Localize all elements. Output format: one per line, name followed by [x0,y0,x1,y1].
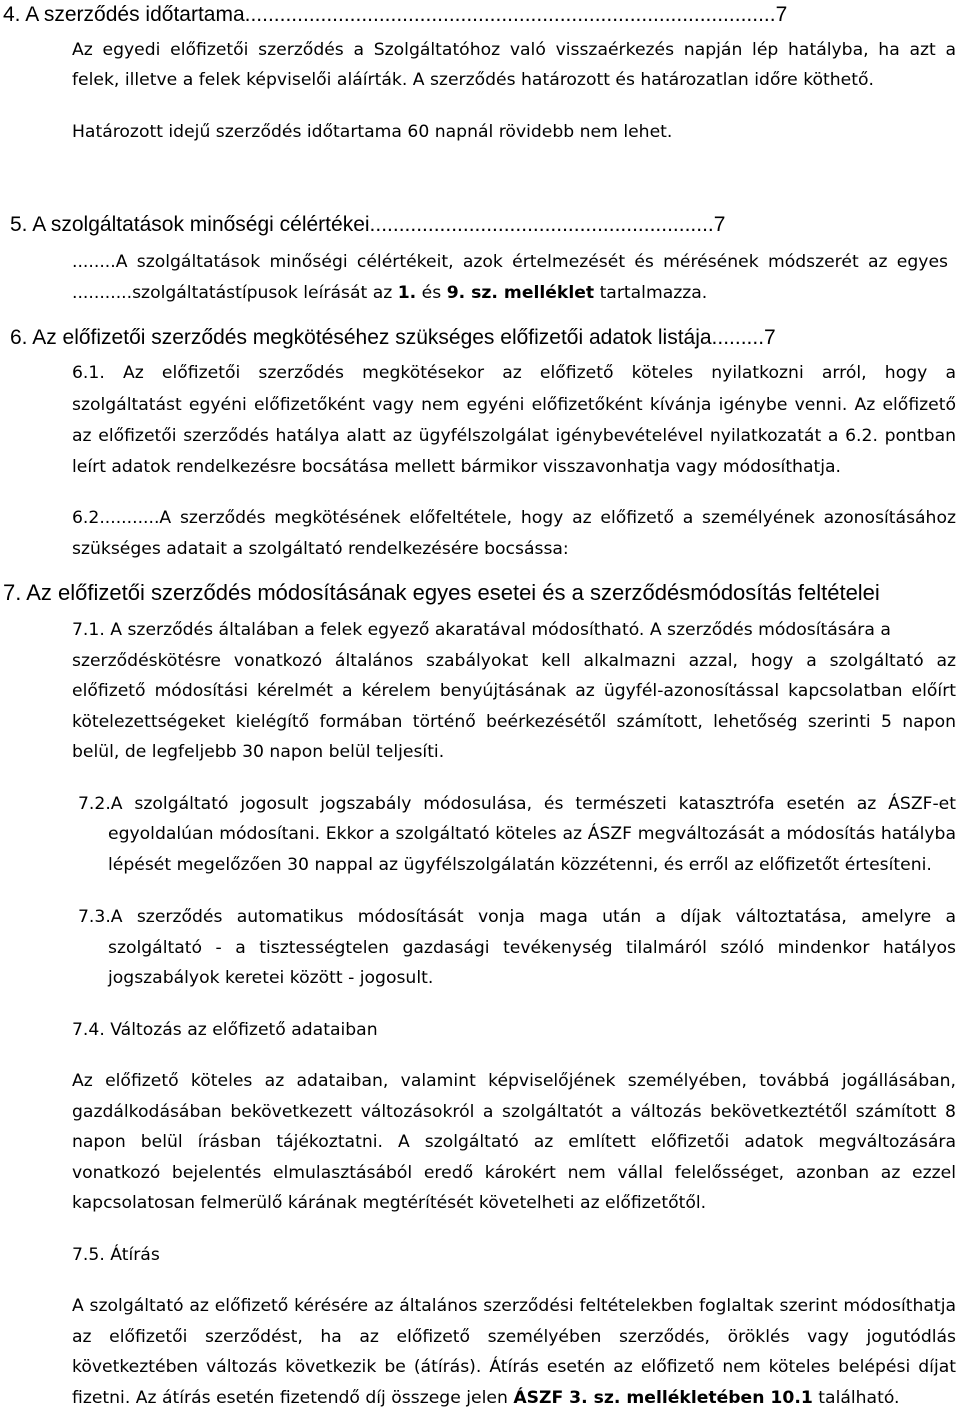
section-7-1-line-2: szerződéskötésre vonatkozó általános szabályokat kell alkalmazni azzal, hogy a szolgáltató az [72,651,956,671]
section-7-1-line-1: 7.1. A szerződés általában a felek egyező akaratával módosítható. A szerződés módosítására a [72,620,891,640]
section-7-4-line-5: kapcsolatosan felmerülő kárának megtérítését követelheti az előfizetőtől. [72,1193,707,1213]
section-5-line-2 [72,282,707,304]
section-4-heading: 4. A szerződés időtartama...........................................................................................7 [3,3,788,26]
section-5-line-2-bold-2: 9. sz. melléklet [446,283,595,303]
section-7-2-line-1: 7.2.A szolgáltató jogosult jogszabály módosulása, és természeti katasztrófa esetén az ÁSZF-et [78,794,956,814]
section-7-4-line-3: napon belül írásban tájékoztatni. A szolgáltató az említett előfizetői adatok megváltozására [72,1132,956,1152]
section-7-3-line-1: 7.3.A szerződés automatikus módosítását vonja maga után a díjak változtatása, amelyre a [78,907,956,927]
section-6-2-line-1: 6.2...........A szerződés megkötésének előfeltétele, hogy az előfizető a személyének azonosításához [72,508,956,528]
section-7-1-line-5: belül, de legfeljebb 30 napon belül teljesíti. [72,742,445,762]
section-7-4-line-4: vonatkozó bejelentés elmulasztásából eredő károkért nem vállal felelősséget, azonban az ezzel [72,1163,956,1183]
section-5-line-1: ........A szolgáltatások minőségi célértékeit, azok értelmezését és mérésének módszerét az egyes [72,252,948,272]
section-7-3-line-2: szolgáltató - a tisztességtelen gazdasági tevékenység tilalmáról szóló mindenkor hatályos [108,938,956,958]
section-5-heading: 5. A szolgáltatások minőségi célértékei...........................................................7 [10,213,726,236]
section-7-heading: 7. Az előfizetői szerződés módosításának egyes esetei és a szerződésmódosítás feltételei [3,580,880,605]
section-5-line-2-text-e: tartalmazza. [594,283,708,303]
section-6-heading: 6. Az előfizetői szerződés megkötéséhez szükséges előfizetői adatok listája.........7 [10,326,776,349]
section-7-2-line-3: lépését megelőzően 30 nappal az ügyfélszolgálatán közzétenni, és erről az előfizetőt értesíteni. [108,855,932,875]
section-7-5-line-3: következtében változás következik be (átírás). Átírás esetén az előfizető nem köteles belépési díjat [72,1357,956,1377]
section-4-line-2: felek, illetve a felek képviselői aláírták. A szerződés határozott és határozatlan időre köthető. [72,70,874,90]
section-7-4-line-2: gazdálkodásában bekövetkezett változásokról a szolgáltatót a változás bekövetkeztétől számított 8 [72,1102,956,1122]
section-7-1-line-3: előfizető módosítási kérelmét a kérelem benyújtásának az ügyfél-azonosítással kapcsolatban előírt [72,681,956,701]
section-7-5-title: 7.5. Átírás [72,1245,160,1265]
section-7-1-line-4: kötelezettségeket kielégítő formában történő beérkezésétől számított, lehetőség szerinti 5 napon [72,712,956,732]
section-5-line-2-text-c: és [416,283,447,303]
section-7-5-line-2: az előfizetői szerződést, ha az előfizető személyében szerződés, öröklés vagy jogutódlás [72,1327,956,1347]
section-7-5-line-4-text-a: fizetni. Az átírás esetén fizetendő díj összege jelen [72,1388,514,1408]
section-7-4-line-1: Az előfizető köteles az adataiban, valamint képviselőjének személyében, továbbá jogállásában, [72,1071,956,1091]
section-7-5-line-4 [72,1387,900,1409]
section-7-3-line-3: jogszabályok keretei között - jogosult. [108,968,434,988]
section-4-line-1: Az egyedi előfizetői szerződés a Szolgáltatóhoz való visszaérkezés napján lép hatályba, ha azt a [72,40,956,60]
section-7-2-line-2: egyoldalúan módosítani. Ekkor a szolgáltató köteles az ÁSZF megváltozását a módosítás hatályba [108,824,956,844]
section-6-1-line-4: leírt adatok rendelkezésre bocsátása mellett bármikor visszavonhatja vagy módosíthatja. [72,457,841,477]
section-7-4-title: 7.4. Változás az előfizető adataiban [72,1020,378,1040]
section-6-1-line-1: 6.1. Az előfizetői szerződés megkötésekor az előfizető köteles nyilatkozni arról, hogy a [72,363,956,383]
section-6-1-line-3: az előfizetői szerződés hatálya alatt az ügyfélszolgálat igénybevételével nyilatkozatát a 6.2. pontban [72,426,956,446]
section-7-5-line-1: A szolgáltató az előfizető kérésére az általános szerződési feltételekben foglaltak szerint módosíthatja [72,1296,956,1316]
section-5-line-2-bold-1: 1. [397,283,417,303]
section-7-5-line-4-text-c: található. [812,1388,900,1408]
section-7-5-line-4-bold: ÁSZF 3. sz. mellékletében 10.1 [513,1388,813,1408]
section-6-1-line-2: szolgáltatást egyéni előfizetőként vagy nem egyéni előfizetőként kívánja igénybe venni. Az előfizető [72,395,956,415]
section-4-line-3: Határozott idejű szerződés időtartama 60 napnál rövidebb nem lehet. [72,122,673,142]
section-5-line-2-text-a: ...........szolgáltatástípusok leírását az [72,283,398,303]
section-6-2-line-2: szükséges adatait a szolgáltató rendelkezésére bocsássa: [72,539,569,559]
